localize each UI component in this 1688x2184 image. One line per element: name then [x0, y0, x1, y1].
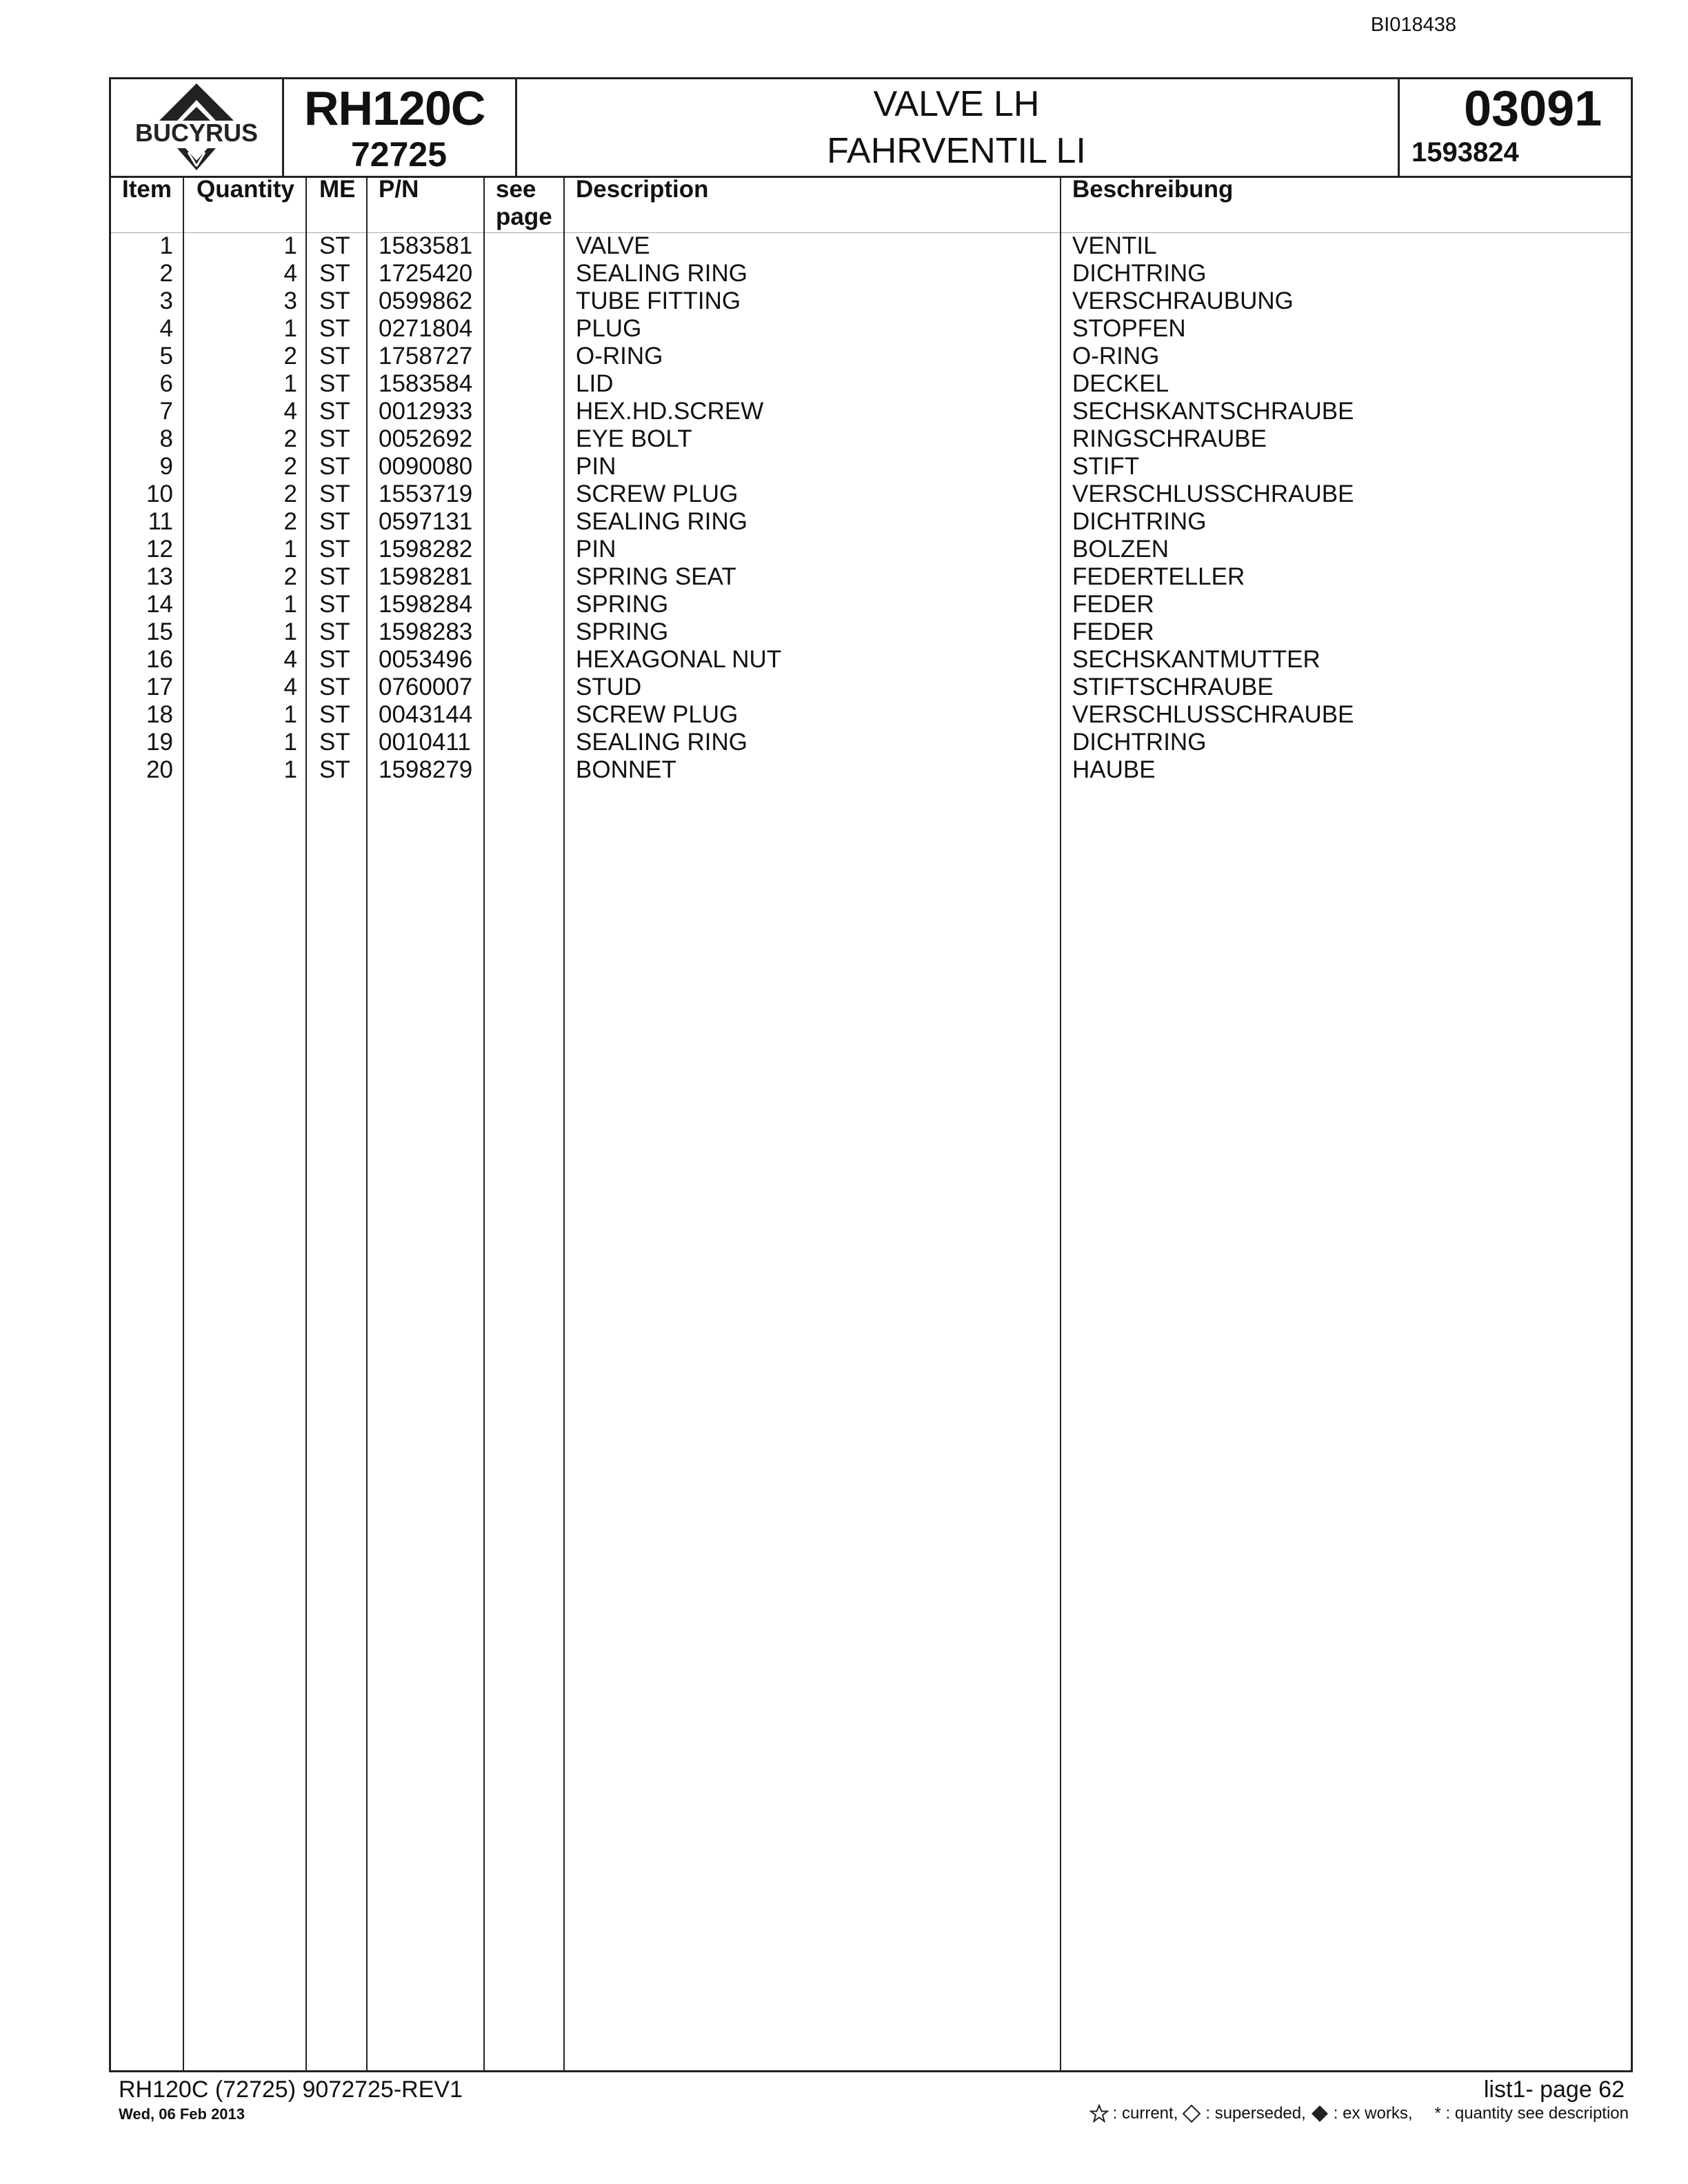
- row-quantity: 1: [283, 701, 297, 728]
- group-number: 03091: [1464, 81, 1602, 136]
- group-number-cell: [1398, 79, 1631, 176]
- row-quantity: 1: [283, 618, 297, 645]
- table-row: [111, 563, 1631, 591]
- row-description: SPRING: [576, 591, 669, 618]
- row-quantity: 2: [283, 481, 297, 507]
- row-quantity: 1: [283, 370, 297, 397]
- row-me: ST: [319, 481, 350, 507]
- row-description: PIN: [576, 453, 616, 480]
- row-me: ST: [319, 591, 350, 618]
- legend: [1089, 2104, 1629, 2123]
- row-part-number: 0090080: [379, 453, 473, 480]
- col-description: Description: [576, 176, 709, 203]
- row-part-number: 0010411: [379, 729, 471, 756]
- row-quantity: 3: [283, 287, 297, 314]
- row-me: ST: [319, 536, 350, 563]
- row-quantity: 4: [283, 674, 297, 700]
- header-band: [111, 79, 1631, 178]
- row-description: LID: [576, 370, 614, 397]
- row-description: HEX.HD.SCREW: [576, 398, 764, 425]
- row-quantity: 1: [283, 756, 297, 783]
- row-me: ST: [319, 287, 350, 314]
- row-part-number: 0012933: [379, 398, 473, 425]
- row-description: HEXAGONAL NUT: [576, 646, 782, 673]
- table-row: [111, 398, 1631, 425]
- row-description: SEALING RING: [576, 729, 747, 756]
- row-beschreibung: STOPFEN: [1072, 315, 1186, 342]
- logo-text: BUCYRUS: [134, 119, 259, 147]
- row-part-number: 0271804: [379, 315, 473, 342]
- table-row: [111, 232, 1631, 260]
- column-header-row: [111, 176, 1631, 233]
- table-row: [111, 591, 1631, 618]
- row-quantity: 2: [283, 563, 297, 590]
- col-quantity: Quantity: [197, 176, 294, 203]
- legend-ex-works: : ex works,: [1333, 2104, 1413, 2123]
- row-part-number: 1583584: [379, 370, 473, 397]
- row-part-number: 0043144: [379, 701, 473, 728]
- row-beschreibung: VENTIL: [1072, 232, 1157, 259]
- table-row: [111, 508, 1631, 536]
- row-part-number: 1598281: [379, 563, 473, 590]
- table-row: [111, 481, 1631, 508]
- logo-cell: [111, 79, 284, 176]
- row-me: ST: [319, 563, 350, 590]
- row-description: SPRING SEAT: [576, 563, 736, 590]
- row-item: 1: [159, 232, 173, 259]
- row-me: ST: [319, 260, 350, 287]
- row-item: 20: [146, 756, 173, 783]
- row-beschreibung: DICHTRING: [1072, 508, 1207, 535]
- row-me: ST: [319, 398, 350, 425]
- table-row: [111, 646, 1631, 674]
- row-description: O-RING: [576, 343, 663, 370]
- title-cell: [515, 79, 1400, 176]
- table-row: [111, 756, 1631, 784]
- row-part-number: 1598283: [379, 618, 473, 645]
- legend-superseded: : superseded,: [1205, 2104, 1306, 2123]
- table-row: [111, 287, 1631, 315]
- row-part-number: 0760007: [379, 674, 473, 700]
- row-beschreibung: FEDER: [1072, 591, 1154, 618]
- table-row: [111, 729, 1631, 756]
- row-item: 16: [146, 646, 173, 673]
- row-quantity: 1: [283, 729, 297, 756]
- row-part-number: 1758727: [379, 343, 473, 370]
- row-item: 10: [146, 481, 173, 507]
- assembly-part-number: 1593824: [1411, 137, 1519, 168]
- row-me: ST: [319, 508, 350, 535]
- table-row: [111, 453, 1631, 481]
- row-beschreibung: VERSCHLUSSCHRAUBE: [1072, 701, 1354, 728]
- row-description: TUBE FITTING: [576, 287, 741, 314]
- row-part-number: 0053496: [379, 646, 473, 673]
- diamond-outline-icon: [1182, 2104, 1201, 2123]
- parts-list-frame: [109, 77, 1633, 2072]
- row-quantity: 1: [283, 315, 297, 342]
- row-item: 19: [146, 729, 173, 756]
- row-part-number: 0599862: [379, 287, 473, 314]
- row-item: 3: [159, 287, 173, 314]
- col-see-page-1: see: [496, 176, 536, 203]
- row-item: 15: [146, 618, 173, 645]
- col-beschreibung: Beschreibung: [1072, 176, 1234, 203]
- title-english: VALVE LH: [873, 84, 1040, 124]
- row-quantity: 1: [283, 591, 297, 618]
- row-beschreibung: SECHSKANTSCHRAUBE: [1072, 398, 1354, 425]
- row-item: 8: [159, 425, 173, 452]
- row-beschreibung: HAUBE: [1072, 756, 1156, 783]
- row-beschreibung: O-RING: [1072, 343, 1160, 370]
- row-quantity: 2: [283, 508, 297, 535]
- row-description: VALVE: [576, 232, 650, 259]
- row-quantity: 4: [283, 646, 297, 673]
- row-description: EYE BOLT: [576, 425, 692, 452]
- row-description: SEALING RING: [576, 260, 747, 287]
- row-description: SCREW PLUG: [576, 701, 738, 728]
- row-quantity: 1: [283, 232, 297, 259]
- row-description: SEALING RING: [576, 508, 747, 535]
- model-number: 72725: [351, 135, 448, 174]
- document-id: BI018438: [1370, 14, 1456, 36]
- table-row: [111, 674, 1631, 701]
- row-description: PIN: [576, 536, 616, 563]
- table-row: [111, 425, 1631, 453]
- row-part-number: 1553719: [379, 481, 473, 507]
- row-me: ST: [319, 701, 350, 728]
- row-quantity: 4: [283, 260, 297, 287]
- row-beschreibung: VERSCHLUSSCHRAUBE: [1072, 481, 1354, 507]
- table-row: [111, 343, 1631, 370]
- row-me: ST: [319, 646, 350, 673]
- col-pn: P/N: [379, 176, 419, 203]
- row-beschreibung: FEDERTELLER: [1072, 563, 1245, 590]
- row-item: 4: [159, 315, 173, 342]
- bucyrus-logo: [111, 79, 282, 176]
- row-me: ST: [319, 674, 350, 700]
- row-me: ST: [319, 315, 350, 342]
- row-part-number: 1598279: [379, 756, 473, 783]
- row-beschreibung: VERSCHRAUBUNG: [1072, 287, 1294, 314]
- row-description: BONNET: [576, 756, 676, 783]
- row-quantity: 2: [283, 453, 297, 480]
- star-outline-icon: [1089, 2104, 1109, 2123]
- row-part-number: 1598282: [379, 536, 473, 563]
- table-row: [111, 315, 1631, 343]
- row-beschreibung: STIFTSCHRAUBE: [1072, 674, 1274, 700]
- row-part-number: 0597131: [379, 508, 473, 535]
- row-item: 13: [146, 563, 173, 590]
- row-item: 7: [159, 398, 173, 425]
- row-item: 12: [146, 536, 173, 563]
- row-beschreibung: FEDER: [1072, 618, 1154, 645]
- table-row: [111, 260, 1631, 287]
- row-item: 2: [159, 260, 173, 287]
- row-beschreibung: STIFT: [1072, 453, 1140, 480]
- row-me: ST: [319, 425, 350, 452]
- row-quantity: 2: [283, 425, 297, 452]
- row-me: ST: [319, 729, 350, 756]
- col-see-page-2: page: [496, 203, 552, 230]
- row-beschreibung: BOLZEN: [1072, 536, 1169, 563]
- col-item: Item: [122, 176, 172, 203]
- row-me: ST: [319, 370, 350, 397]
- row-description: SCREW PLUG: [576, 481, 738, 507]
- row-item: 9: [159, 453, 173, 480]
- diamond-filled-icon: [1310, 2104, 1329, 2123]
- row-item: 18: [146, 701, 173, 728]
- row-description: PLUG: [576, 315, 642, 342]
- row-quantity: 4: [283, 398, 297, 425]
- row-beschreibung: DICHTRING: [1072, 260, 1207, 287]
- row-item: 6: [159, 370, 173, 397]
- row-me: ST: [319, 453, 350, 480]
- row-me: ST: [319, 756, 350, 783]
- row-part-number: 1583581: [379, 232, 473, 259]
- table-row: [111, 370, 1631, 398]
- footer-date: Wed, 06 Feb 2013: [119, 2105, 245, 2123]
- model-cell: [282, 79, 517, 176]
- row-item: 14: [146, 591, 173, 618]
- table-row: [111, 536, 1631, 563]
- model-name: RH120C: [304, 81, 485, 135]
- footer-reference: RH120C (72725) 9072725-REV1: [119, 2076, 463, 2103]
- legend-quantity: * : quantity see description: [1434, 2104, 1629, 2123]
- row-me: ST: [319, 343, 350, 370]
- row-item: 11: [148, 508, 173, 535]
- col-me: ME: [319, 176, 356, 203]
- title-german: FAHRVENTIL LI: [827, 131, 1086, 171]
- row-part-number: 1598284: [379, 591, 473, 618]
- row-quantity: 1: [283, 536, 297, 563]
- row-beschreibung: SECHSKANTMUTTER: [1072, 646, 1320, 673]
- row-me: ST: [319, 232, 350, 259]
- table-row: [111, 618, 1631, 646]
- row-quantity: 2: [283, 343, 297, 370]
- row-description: SPRING: [576, 618, 669, 645]
- row-part-number: 1725420: [379, 260, 473, 287]
- row-beschreibung: DICHTRING: [1072, 729, 1207, 756]
- row-description: STUD: [576, 674, 642, 700]
- row-item: 5: [159, 343, 173, 370]
- legend-current: : current,: [1112, 2104, 1178, 2123]
- row-part-number: 0052692: [379, 425, 473, 452]
- footer-page: list1- page 62: [1483, 2076, 1625, 2103]
- row-me: ST: [319, 618, 350, 645]
- row-beschreibung: DECKEL: [1072, 370, 1169, 397]
- row-beschreibung: RINGSCHRAUBE: [1072, 425, 1267, 452]
- table-row: [111, 701, 1631, 729]
- row-item: 17: [146, 674, 173, 700]
